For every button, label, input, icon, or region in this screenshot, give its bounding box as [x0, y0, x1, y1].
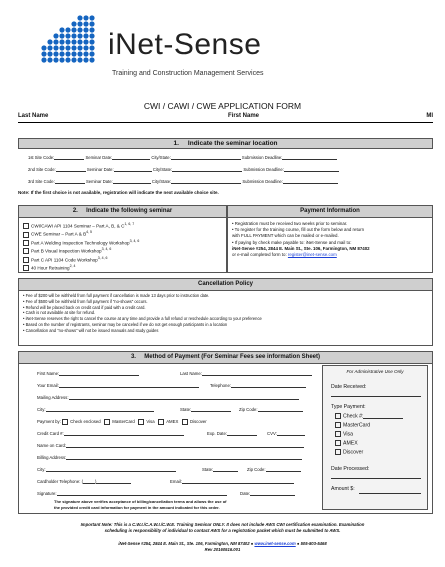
footnote-ref: 3, 4, 6 — [97, 255, 108, 260]
telephone-field[interactable] — [210, 383, 306, 388]
site-row-1[interactable] — [28, 155, 428, 160]
payment-info-header: Payment Information — [228, 206, 432, 218]
field-label: Email: — [170, 479, 182, 484]
city-state-label: City/State: — [152, 167, 173, 172]
seminar-selection-box — [18, 205, 227, 273]
option-mastercard[interactable]: MasterCard — [112, 419, 135, 425]
exp-date-field[interactable] — [207, 431, 257, 436]
form-title: CWI / CAWI / CWE APPLICATION FORM — [143, 101, 302, 111]
checkbox[interactable] — [335, 449, 341, 455]
type-label: Visa — [343, 431, 353, 438]
signature-note-2: the provided credit card information for payment in the amount indicated for this order. — [54, 505, 220, 510]
type-label: Check #: — [343, 413, 364, 420]
site-code-label: 1st Site Code: — [28, 155, 55, 160]
payment-info-email-line — [232, 252, 432, 258]
checkbox[interactable] — [23, 265, 29, 271]
payment-by-row — [37, 419, 207, 425]
cancellation-policy-box — [18, 278, 433, 346]
payment-info-line: • To register for the training course, fill out the form below and return — [232, 227, 365, 233]
bullet-icon: ● — [250, 541, 254, 546]
checkbox[interactable] — [335, 422, 341, 428]
mailing-address: iNet-Sense #254, 2844 E. Main St., Ste. 106, Farmington, NM 87402 — [232, 245, 370, 251]
last-name-label: Last Name — [18, 113, 49, 119]
field-label: State: — [180, 407, 192, 412]
policy-line: • Based on the number of registrants, seminar may be canceled if we do not get enough participants in a location — [23, 321, 228, 327]
field-label: Your Email: — [37, 383, 59, 388]
seminar-option-2[interactable] — [23, 228, 226, 236]
important-note — [20, 522, 425, 534]
site-code-label: 3rd Site Code: — [28, 179, 55, 184]
payment-info-line: • If paying by check make payable to: iNet-Sense and mail to: — [232, 239, 352, 245]
name-on-card-field[interactable] — [37, 443, 304, 448]
section-2-header: 2. Indicate the following seminar — [19, 206, 226, 218]
seminar-option-3[interactable] — [23, 237, 226, 245]
seminar-option-4[interactable] — [23, 245, 226, 253]
billing-address-field[interactable] — [37, 455, 302, 460]
date-processed-line[interactable] — [331, 478, 421, 479]
policy-line: • Fee of $500 will be withheld from full payment if “no-shows” occurs. — [23, 298, 148, 304]
field-label: Telephone: — [210, 383, 232, 388]
seminar-option-label: Part A Welding Inspection Technology Workshop — [31, 240, 130, 246]
amount-label: Amount $: — [331, 486, 355, 492]
field-label: State: — [202, 467, 214, 472]
seminar-date-label: Seminar Date: — [85, 155, 113, 160]
field-label: Cardholder Telephone: ( — [37, 479, 84, 484]
paren: ) — [95, 479, 97, 484]
field-label: Date: — [240, 491, 251, 496]
admin-type-mastercard[interactable] — [335, 422, 370, 428]
footer-address — [20, 541, 425, 553]
bullet-icon: ● — [296, 541, 300, 546]
payment-info-line: with FULL PAYMENT which can be mailed or e-mailed. — [232, 233, 339, 239]
checkbox[interactable] — [335, 413, 341, 419]
type-label: Discover — [343, 449, 364, 456]
date-processed-label: Date Processed: — [331, 466, 370, 472]
field-label: Payment by: — [37, 419, 61, 425]
field-label: Name on Card: — [37, 443, 67, 448]
city-field[interactable] — [37, 407, 154, 412]
seminar-option-6[interactable] — [23, 262, 226, 270]
type-label: AMEX — [343, 440, 358, 447]
footnote-ref: 2, 4 — [69, 263, 76, 268]
field-label: First Name: — [37, 371, 60, 376]
field-label: CVV: — [267, 431, 277, 436]
site-row-2[interactable] — [28, 167, 428, 172]
last-name-field[interactable] — [180, 371, 312, 376]
deadline-label: Submission Deadline: — [241, 155, 283, 160]
footer-street: iNet-Sense #254, 2844 E. Main St., Ste. 106, Farmington, NM 87402 — [118, 541, 250, 546]
billing-state-field[interactable] — [202, 467, 238, 472]
footnote-ref: 4, 5 — [86, 230, 92, 235]
admin-title: For Administrative Use Only — [346, 369, 404, 374]
seminar-option-label: CWE Seminar – Part A & B — [31, 231, 87, 237]
seminar-option-label: Part B Visual Inspection Workshop — [31, 248, 102, 254]
mi-label: MI — [426, 113, 433, 119]
field-label: Zip Code: — [239, 407, 258, 412]
checkbox[interactable] — [104, 419, 110, 425]
email-prompt: or e-mail completed form to: — [232, 252, 287, 258]
seminar-option-label: CWI/CAWI API 1104 Seminar – Part A, B, & C — [31, 223, 125, 229]
admin-type-check[interactable] — [335, 413, 403, 419]
checkbox[interactable] — [335, 440, 341, 446]
inet-sense-logo-icon — [38, 12, 96, 68]
footnote-ref: 3, 4, 6 — [129, 238, 140, 243]
checkbox[interactable] — [182, 419, 188, 425]
payment-form — [22, 367, 320, 513]
city-state-label: City/State: — [151, 179, 172, 184]
first-name-field[interactable] — [37, 371, 139, 376]
credit-card-field[interactable] — [37, 431, 184, 436]
register-email-link[interactable]: register@inet-sense.com — [287, 252, 337, 258]
cvv-field[interactable] — [267, 431, 305, 436]
type-label: MasterCard — [343, 422, 371, 429]
section-3-header: 3. Method of Payment (For Seminar Fees see information Sheet) — [19, 352, 432, 364]
revision-number: Rev 20160516.001 — [204, 547, 241, 552]
option-check[interactable]: Check enclosed — [70, 419, 101, 425]
option-discover[interactable]: Discover — [189, 419, 207, 425]
important-note-line-2: scheduling is responsibility of individual to contact AWS for a registration packet which must be submitted to AWS. — [104, 528, 341, 533]
site-row-3[interactable] — [28, 179, 428, 184]
important-note-line-1: Important Note: This is a C.W.I./C.A.W.I./C.W.E. Training Seminar ONLY. It does not include AWS CWI certification examination. Examination — [80, 522, 365, 527]
email-field[interactable] — [37, 383, 199, 388]
brand-name: iNet-Sense — [108, 28, 262, 61]
signature-field[interactable] — [37, 491, 227, 496]
site-code-label: 2nd Site Code: — [28, 167, 56, 172]
footnote-ref: 3, 4, 6 — [101, 247, 112, 252]
cancellation-header: Cancellation Policy — [19, 279, 432, 291]
signature-date-field[interactable] — [240, 491, 295, 496]
website-link[interactable]: www.inet-sense.com — [254, 541, 296, 546]
policy-line: • Cancellation and “no-shows” will not be issued manuals and study guides — [23, 327, 159, 333]
mailing-address-field[interactable] — [37, 395, 299, 400]
policy-line: • Cash is not available at site for refund. — [23, 310, 96, 316]
checkbox[interactable] — [158, 419, 164, 425]
field-label: City: — [37, 407, 46, 412]
city-state-label: City/State: — [151, 155, 171, 160]
zip-field[interactable] — [239, 407, 303, 412]
seminar-date-label: Seminar Date: — [86, 167, 114, 172]
checkbox[interactable] — [335, 431, 341, 437]
billing-city-field[interactable] — [37, 467, 176, 472]
signature-note-1: The signature above verifies acceptance of billing/cancellation terms and allows the use of — [54, 499, 227, 504]
brand-tagline: Training and Construction Management Services — [112, 70, 264, 77]
admin-type-discover[interactable] — [335, 449, 363, 455]
deadline-label: Submission Deadline: — [242, 179, 283, 184]
field-label: Exp. Date: — [207, 431, 228, 436]
footer-phone: 505-803-5468 — [300, 541, 327, 546]
field-label: Last Name: — [180, 371, 202, 376]
amount-line[interactable] — [359, 493, 421, 494]
seminar-date-label: Seminar Date: — [85, 179, 113, 184]
checkbox[interactable] — [138, 419, 144, 425]
seminar-option-5[interactable] — [23, 254, 226, 262]
field-label: Billing Address: — [37, 455, 67, 460]
seminar-option-label: Part C API 1104 Code Workshop — [31, 257, 98, 263]
billing-zip-field[interactable] — [247, 467, 301, 472]
payment-type-label: Type Payment: — [331, 404, 366, 410]
state-field[interactable] — [180, 407, 231, 412]
field-label: Mailing Address: — [37, 395, 69, 400]
admin-type-visa[interactable] — [335, 431, 353, 437]
field-label: Signature: — [37, 491, 57, 496]
policy-line: • Fee of $200 will be withheld from full payment if cancellation is made 13 days prior to instruction date. — [23, 293, 210, 298]
field-label: Credit Card #: — [37, 431, 64, 436]
date-received-label: Date Received: — [331, 384, 367, 390]
applicant-name-row[interactable] — [18, 113, 433, 123]
checkbox[interactable] — [62, 419, 68, 425]
seminar-option-label: 40 Hour Retraining — [31, 265, 70, 271]
policy-line: • iNet-Sense reserves the right to cancel the course at any time and provide a full refund or reschedule according to your preference — [23, 316, 262, 322]
payment-info-box — [227, 205, 433, 273]
admin-use-box — [322, 365, 428, 510]
option-amex[interactable]: AMEX — [166, 419, 179, 425]
deadline-label: Submission Deadline: — [243, 167, 284, 172]
location-note: Note: If the first choice is not available, registration will indicate the next available choice site. — [18, 190, 219, 195]
footnote-ref: 1, 6, 7 — [124, 222, 135, 226]
first-name-label: First Name — [228, 113, 260, 119]
option-visa[interactable]: Visa — [146, 419, 155, 425]
cardholder-email-field[interactable] — [170, 479, 294, 484]
field-label: Zip Code: — [247, 467, 266, 472]
policy-line: • Refund will be placed back on credit card if paid with a credit card. — [23, 304, 146, 310]
payment-info-line: • Registration must be received two weeks prior to seminar. — [232, 221, 348, 226]
cardholder-telephone-field[interactable] — [37, 479, 131, 484]
field-label: City: — [37, 467, 46, 472]
admin-type-amex[interactable] — [335, 440, 358, 446]
section-1-header: 1. Indicate the seminar location — [18, 138, 433, 149]
seminar-option-1[interactable] — [23, 220, 226, 228]
date-received-line[interactable] — [331, 396, 421, 397]
